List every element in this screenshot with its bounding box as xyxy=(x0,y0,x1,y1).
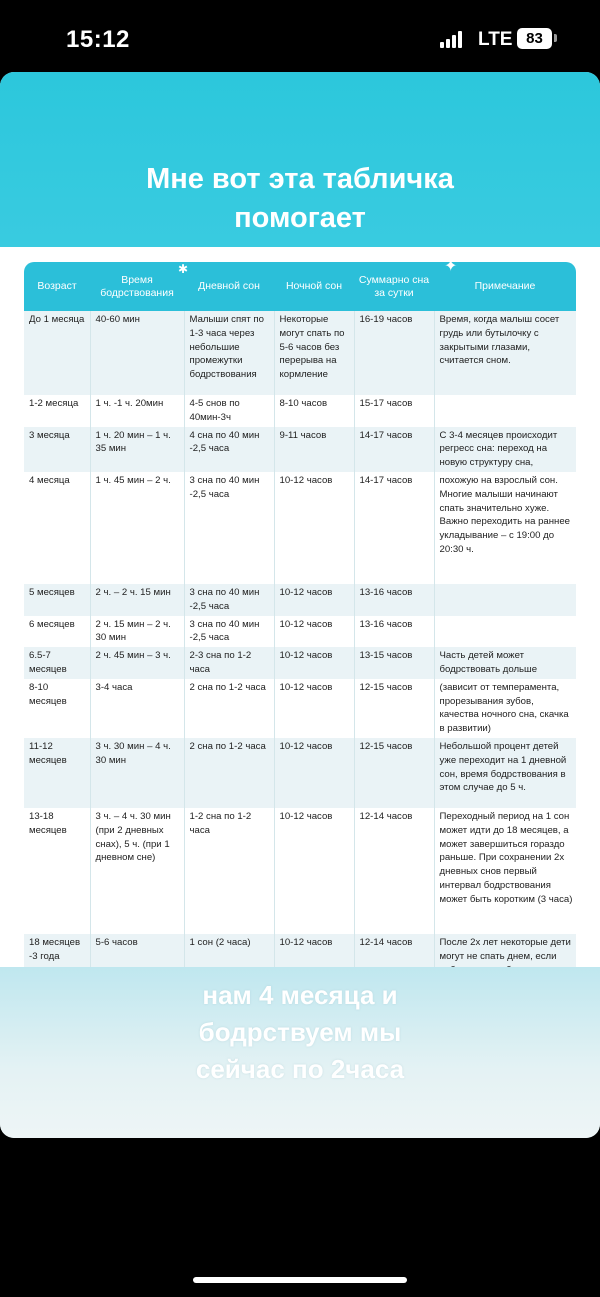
cell-note: Часть детей может бодрствовать дольше xyxy=(434,647,576,679)
cell-wake-time: 5-6 часов xyxy=(90,934,184,993)
cell-age: 6.5-7 месяцев xyxy=(24,647,90,679)
cell-total-sleep: 13-16 часов xyxy=(354,616,434,648)
cell-total-sleep: 13-15 часов xyxy=(354,647,434,679)
table-row xyxy=(24,808,576,934)
header-wake-time: Время бодрствования xyxy=(100,273,174,299)
cell-total-sleep: 12-15 часов xyxy=(354,679,434,738)
cell-total-sleep: 16-19 часов xyxy=(354,311,434,395)
table-row xyxy=(24,616,576,648)
sleep-table xyxy=(24,311,576,993)
cell-day-sleep: 4-5 снов по 40мин-3ч xyxy=(184,395,274,427)
cell-age: 11-12 месяцев xyxy=(24,738,90,808)
caption-line-2: бодрствуем мы xyxy=(198,1017,402,1047)
header-age: Возраст xyxy=(37,280,77,292)
cell-night-sleep: 10-12 часов xyxy=(274,934,354,993)
cell-day-sleep: 3 сна по 40 мин -2,5 часа xyxy=(184,472,274,584)
cell-age: 13-18 месяцев xyxy=(24,808,90,934)
cell-note: похожую на взрослый сон. Многие малыши начинают спать значительно хуже. Важно переходить на раннее укладывание – с 19:00 до 20:30 ч. xyxy=(434,472,576,584)
cell-total-sleep: 14-17 часов xyxy=(354,427,434,472)
caption-line-3: сейчас по 2часа xyxy=(195,1054,405,1084)
table-row xyxy=(24,584,576,616)
cell-wake-time: 40-60 мин xyxy=(90,311,184,395)
cell-wake-time: 3-4 часа xyxy=(90,679,184,738)
cell-wake-time: 3 ч. – 4 ч. 30 мин (при 2 дневных снах), 5 ч. (при 1 дневном сне) xyxy=(90,808,184,934)
cell-wake-time: 2 ч. 45 мин – 3 ч. xyxy=(90,647,184,679)
cell-note: Переходный период на 1 сон может идти до 18 месяцев, а может завершиться гораздо раньше. При сохранении 2х дневных снов первый интервал бодрствования может быть коротким (3 часа) xyxy=(434,808,576,934)
cell-note xyxy=(434,616,576,648)
cell-day-sleep: 2 сна по 1-2 часа xyxy=(184,738,274,808)
cell-age: 3 месяца xyxy=(24,427,90,472)
status-time: 15:12 xyxy=(66,26,130,53)
table-row xyxy=(24,472,576,584)
header-night-sleep: Ночной сон xyxy=(285,280,343,292)
story-headline xyxy=(0,160,600,238)
cell-wake-time: 1 ч. 20 мин – 1 ч. 35 мин xyxy=(90,427,184,472)
cell-note: С 3-4 месяцев происходит регресс сна: переход на новую структуру сна, xyxy=(434,427,576,472)
battery-icon: 83 xyxy=(517,28,552,49)
cell-night-sleep: 10-12 часов xyxy=(274,647,354,679)
table-row xyxy=(24,427,576,472)
table-row xyxy=(24,311,576,395)
table-row xyxy=(24,679,576,738)
cell-wake-time: 1 ч. 45 мин – 2 ч. xyxy=(90,472,184,584)
cell-age: До 1 месяца xyxy=(24,311,90,395)
headline-line-1: Мне вот эта табличка xyxy=(146,163,454,195)
cell-age: 5 месяцев xyxy=(24,584,90,616)
caption-line-1: нам 4 месяца и xyxy=(202,980,398,1010)
cell-age: 1-2 месяца xyxy=(24,395,90,427)
network-type: LTE xyxy=(478,29,513,50)
cell-total-sleep: 12-15 часов xyxy=(354,738,434,808)
cell-day-sleep: 1 сон (2 часа) xyxy=(184,934,274,993)
cell-age: 18 месяцев -3 года xyxy=(24,934,90,993)
cell-night-sleep: Некоторые могут спать по 5-6 часов без перерыва на кормление xyxy=(274,311,354,395)
story-card[interactable] xyxy=(0,72,600,1138)
cell-note: Время, когда малыш сосет грудь или бутылочку с закрытыми глазами, считается сном. xyxy=(434,311,576,395)
cell-total-sleep: 12-14 часов xyxy=(354,808,434,934)
cell-age: 6 месяцев xyxy=(24,616,90,648)
cell-night-sleep: 10-12 часов xyxy=(274,738,354,808)
cell-night-sleep: 10-12 часов xyxy=(274,616,354,648)
cell-day-sleep: 3 сна по 40 мин -2,5 часа xyxy=(184,616,274,648)
story-caption xyxy=(0,977,600,1088)
cell-night-sleep: 10-12 часов xyxy=(274,679,354,738)
cell-wake-time: 2 ч. 15 мин – 2 ч. 30 мин xyxy=(90,616,184,648)
cell-night-sleep: 10-12 часов xyxy=(274,472,354,584)
cell-day-sleep: 3 сна по 40 мин -2,5 часа xyxy=(184,584,274,616)
table-row xyxy=(24,647,576,679)
cell-total-sleep: 13-16 часов xyxy=(354,584,434,616)
cell-night-sleep: 10-12 часов xyxy=(274,584,354,616)
cell-note: Небольшой процент детей уже переходит на 1 дневной сон, время бодрствования в этом случае до 5 ч. xyxy=(434,738,576,808)
table-header xyxy=(24,258,576,311)
cell-wake-time: 1 ч. -1 ч. 20мин xyxy=(90,395,184,427)
cell-total-sleep: 12-14 часов xyxy=(354,934,434,993)
cell-note: После 2х лет некоторые дети могут не спать днем, если xyxy=(434,934,576,993)
star-icon: ✦ xyxy=(444,258,458,275)
cell-note xyxy=(434,395,576,427)
sleep-table-image xyxy=(0,247,600,967)
cell-note: (зависит от темперамента, прорезывания зубов, качества ночного сна, скачка в развитии) xyxy=(434,679,576,738)
cell-wake-time: 2 ч. – 2 ч. 15 мин xyxy=(90,584,184,616)
table-row xyxy=(24,395,576,427)
headline-line-2: помогает xyxy=(234,202,366,234)
cell-night-sleep: 10-12 часов xyxy=(274,808,354,934)
header-day-sleep: Дневной сон xyxy=(198,280,260,292)
cell-night-sleep: 8-10 часов xyxy=(274,395,354,427)
cell-day-sleep: 2-3 сна по 1-2 часа xyxy=(184,647,274,679)
star-icon: ✱ xyxy=(178,262,189,276)
cell-night-sleep: 9-11 часов xyxy=(274,427,354,472)
home-indicator[interactable] xyxy=(193,1277,407,1283)
cell-note xyxy=(434,584,576,616)
header-note: Примечание xyxy=(474,280,536,292)
cell-day-sleep: 1-2 сна по 1-2 часа xyxy=(184,808,274,934)
battery-tip xyxy=(554,34,557,42)
header-total-sleep: Суммарно сна за сутки xyxy=(358,273,430,299)
table-row xyxy=(24,738,576,808)
cell-day-sleep: Малыши спят по 1-3 часа через небольшие промежутки бодрствования xyxy=(184,311,274,395)
cell-day-sleep: 2 сна по 1-2 часа xyxy=(184,679,274,738)
status-bar xyxy=(0,0,600,75)
cell-day-sleep: 4 сна по 40 мин -2,5 часа xyxy=(184,427,274,472)
cell-age: 8-10 месяцев xyxy=(24,679,90,738)
cell-age: 4 месяца xyxy=(24,472,90,584)
cell-wake-time: 3 ч. 30 мин – 4 ч. 30 мин xyxy=(90,738,184,808)
cell-total-sleep: 15-17 часов xyxy=(354,395,434,427)
signal-icon xyxy=(440,31,462,48)
cell-total-sleep: 14-17 часов xyxy=(354,472,434,584)
